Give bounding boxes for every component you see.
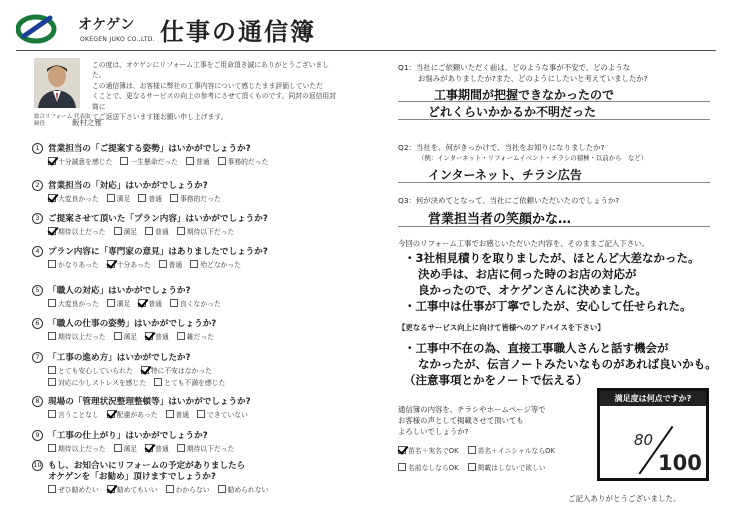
answer-option[interactable] bbox=[218, 156, 269, 166]
answer-option[interactable] bbox=[190, 259, 241, 269]
advice-answer-line: （注意事項とかをノートで伝える） bbox=[404, 373, 588, 387]
option-label: 満足 bbox=[116, 300, 131, 308]
option-label: かなりあった bbox=[58, 261, 99, 269]
question-text: もし、お知合いにリフォームの予定がありましたら bbox=[48, 461, 246, 471]
page-title: 仕事の通信簿 bbox=[160, 18, 316, 46]
checkbox[interactable] bbox=[114, 332, 122, 340]
option-label: 普通 bbox=[155, 228, 169, 236]
publish-option[interactable] bbox=[468, 445, 555, 455]
answer-option[interactable] bbox=[154, 377, 225, 387]
answer-option[interactable] bbox=[141, 365, 212, 375]
answer-option[interactable] bbox=[120, 156, 178, 166]
advice-answer-line: なかったが、伝言ノートみたいなものがあれば良いかも。 bbox=[418, 357, 717, 371]
checkbox[interactable] bbox=[170, 299, 178, 307]
answer-line bbox=[398, 182, 710, 183]
feedback-label: 今回のリフォーム工事でお感じいただいた内容を、そのままご記入下さい。 bbox=[398, 239, 649, 248]
option-label: 配慮があった bbox=[116, 411, 158, 419]
checkbox[interactable] bbox=[190, 260, 198, 268]
option-label: 事務的だった bbox=[227, 158, 269, 166]
publish-question: 通信簿の内容を、チラシやホームページ等で bbox=[398, 405, 546, 414]
publish-option[interactable] bbox=[398, 462, 459, 472]
answer-option[interactable] bbox=[114, 331, 138, 341]
answer-option[interactable] bbox=[177, 226, 235, 236]
checkbox[interactable] bbox=[48, 378, 56, 386]
answer-option[interactable] bbox=[114, 443, 138, 453]
checkbox[interactable] bbox=[145, 227, 153, 235]
checkbox[interactable] bbox=[170, 194, 178, 202]
intro-line: くことで、更なるサービスの向上の参考にさせて頂くものです。同封の返信用封筒に bbox=[92, 92, 337, 111]
answer-option[interactable] bbox=[159, 259, 183, 269]
checkbox[interactable] bbox=[48, 410, 56, 418]
options-row bbox=[48, 259, 246, 269]
answer-line bbox=[398, 226, 710, 227]
checkbox[interactable] bbox=[398, 463, 406, 471]
checkbox[interactable] bbox=[186, 157, 194, 165]
publish-option[interactable] bbox=[468, 462, 546, 472]
question-number: 5 bbox=[32, 285, 43, 296]
options-row bbox=[48, 443, 239, 453]
options-row bbox=[48, 331, 219, 341]
question-number: 2 bbox=[32, 180, 43, 191]
checkbox[interactable] bbox=[145, 444, 153, 452]
checkbox[interactable] bbox=[107, 260, 115, 268]
q1-answer-line: どれくらいかかるか不明だった bbox=[428, 105, 597, 119]
options-row bbox=[48, 298, 226, 308]
answer-option[interactable] bbox=[170, 298, 221, 308]
question-text: オケゲンを「お勧め」頂けますでしょうか? bbox=[48, 472, 216, 482]
answer-option[interactable] bbox=[48, 365, 133, 375]
feedback-answer-line: 良かったので、オケゲンさんに決めました。 bbox=[418, 283, 647, 297]
publish-options bbox=[398, 462, 551, 472]
advice-label: 【更なるサービス向上に向けて皆様へのアドバイスを下さい】 bbox=[398, 323, 605, 332]
question-text: プラン内容に「専門家の意見」はありましたでしょうか? bbox=[48, 247, 268, 257]
checkbox[interactable] bbox=[48, 332, 56, 340]
option-label: 期待以上だった bbox=[58, 445, 106, 453]
advice-answer-line: ・工事中不在の為、直接工事職人さんと話す機会が bbox=[404, 341, 669, 355]
publish-option[interactable] bbox=[398, 445, 459, 455]
checkbox[interactable] bbox=[48, 227, 56, 235]
answer-option[interactable] bbox=[145, 226, 169, 236]
option-label: 対応に少しストレスを感じた bbox=[58, 379, 147, 387]
answer-option[interactable] bbox=[107, 484, 158, 494]
signature-name: 飯村之雅 bbox=[72, 118, 102, 127]
answer-option[interactable] bbox=[48, 377, 146, 387]
answer-option[interactable] bbox=[48, 259, 99, 269]
answer-option[interactable] bbox=[186, 156, 210, 166]
answer-option[interactable] bbox=[48, 193, 99, 203]
option-label: 事務的だった bbox=[179, 195, 221, 203]
answer-option[interactable] bbox=[48, 298, 99, 308]
option-label: 期待以下だった bbox=[186, 228, 235, 236]
checkbox[interactable] bbox=[197, 410, 205, 418]
option-label: 普通 bbox=[148, 195, 162, 203]
question-text: ご提案させて頂いた「プラン内容」はいかがでしょうか? bbox=[48, 214, 268, 224]
checkbox[interactable] bbox=[48, 444, 56, 452]
answer-option[interactable] bbox=[177, 443, 235, 453]
question-number: 10 bbox=[33, 461, 42, 469]
checkbox[interactable] bbox=[398, 446, 406, 454]
question-number: 3 bbox=[32, 213, 43, 224]
checkbox[interactable] bbox=[114, 444, 122, 452]
question-number: 6 bbox=[32, 318, 43, 329]
intro-line: この通信簿は、お客様に弊社の工事内容について感じたまま評価していただ bbox=[92, 81, 323, 90]
checkbox[interactable] bbox=[218, 485, 226, 493]
option-label: 普通 bbox=[175, 411, 190, 419]
checkbox[interactable] bbox=[141, 366, 149, 374]
option-label: 満足 bbox=[123, 228, 138, 236]
intro-line: てご返送下さいます様お願い申し上げます。 bbox=[92, 113, 228, 122]
q2-example: （例：インターネット・リフォームイベント・チラシの積極・以前から など） bbox=[418, 154, 648, 162]
publish-question: よろしいでしょうか? bbox=[398, 427, 469, 436]
answer-option[interactable] bbox=[166, 409, 190, 419]
checkbox[interactable] bbox=[48, 260, 56, 268]
checkbox[interactable] bbox=[48, 157, 56, 165]
option-label: 勧められない bbox=[227, 486, 269, 494]
feedback-answer-line: ・3社相見積りを取りましたが、ほとんど大差なかった。 bbox=[404, 251, 700, 265]
question-text: 「工事の進め方」はいかがでしたか? bbox=[48, 353, 191, 363]
answer-option[interactable] bbox=[166, 484, 210, 494]
feedback-answer-line: ・工事中は仕事が丁寧でしたが、安心して任せられた。 bbox=[404, 299, 692, 313]
checkbox[interactable] bbox=[154, 378, 162, 386]
header-divider bbox=[16, 50, 716, 51]
question-text: 「職人の対応」はいかがでしょうか? bbox=[48, 286, 191, 296]
checkbox[interactable] bbox=[120, 157, 128, 165]
option-label: 掲載はしないで欲しい bbox=[477, 464, 546, 472]
q3-label: Q3：何が決めてとなって、当社にご依頼いただいたのでしょうか? bbox=[398, 196, 620, 205]
question-text: 「職人の仕事の姿勢」はいかがでしょうか? bbox=[48, 319, 217, 329]
footer-thanks: ご記入ありがとうございました。 bbox=[568, 494, 681, 503]
q2-answer: インターネット、チラシ広告 bbox=[428, 168, 582, 182]
q1-label-2: お悩みがありましたか?また、どのようにしたいと考えていましたか? bbox=[418, 74, 648, 83]
option-label: 普通 bbox=[155, 445, 169, 453]
logo-subtitle: OKEGEN JUKO CO.,LTD. bbox=[80, 36, 155, 43]
feedback-answer-line: 決め手は、お店に伺った時のお店の対応が bbox=[418, 267, 637, 281]
checkbox[interactable] bbox=[166, 410, 174, 418]
score-max: 100 bbox=[658, 451, 702, 475]
option-label: できていない bbox=[207, 411, 248, 419]
option-label: 大変良かった bbox=[58, 300, 99, 308]
question-number: 7 bbox=[32, 352, 43, 363]
score-value: 80 bbox=[634, 431, 654, 449]
answer-option[interactable] bbox=[218, 484, 269, 494]
checkbox[interactable] bbox=[166, 485, 174, 493]
answer-option[interactable] bbox=[177, 331, 214, 341]
okegen-logo-icon bbox=[16, 12, 76, 46]
answer-option[interactable] bbox=[48, 156, 112, 166]
option-label: 十分あった bbox=[116, 261, 151, 269]
answer-option[interactable] bbox=[48, 331, 106, 341]
answer-option[interactable] bbox=[48, 226, 106, 236]
question-number: 1 bbox=[32, 143, 43, 154]
q3-answer: 営業担当者の笑顔かな… bbox=[428, 212, 572, 227]
option-label: 大変良かった bbox=[58, 195, 99, 203]
answer-option[interactable] bbox=[197, 409, 248, 419]
checkbox[interactable] bbox=[107, 299, 115, 307]
checkbox[interactable] bbox=[107, 485, 115, 493]
option-label: 期待以上だった bbox=[58, 228, 106, 236]
checkbox[interactable] bbox=[107, 194, 115, 202]
answer-option[interactable] bbox=[138, 298, 162, 308]
q1-label: Q1：当社にご依頼いただく前は、どのような事が不安で、どのような bbox=[398, 63, 631, 72]
checkbox[interactable] bbox=[138, 194, 146, 202]
answer-option[interactable] bbox=[107, 409, 158, 419]
intro-line: この度は、オケゲンにリフォーム工事をご用命頂き誠にありがとうございました。 bbox=[92, 61, 330, 80]
answer-option[interactable] bbox=[138, 193, 162, 203]
logo-text: オケゲン bbox=[78, 17, 135, 33]
option-label: ぜひ勧めたい bbox=[58, 486, 99, 494]
options-row bbox=[48, 377, 230, 387]
checkbox[interactable] bbox=[468, 446, 476, 454]
option-label: 普通 bbox=[148, 300, 162, 308]
publish-question: お客様の声として掲載させて頂いても bbox=[398, 416, 524, 425]
checkbox[interactable] bbox=[159, 260, 167, 268]
checkbox[interactable] bbox=[114, 227, 122, 235]
score-header: 満足度は何点ですか? bbox=[600, 391, 706, 406]
option-label: 期待以下だった bbox=[186, 445, 235, 453]
options-row bbox=[48, 226, 239, 236]
signature-role: 総合リフォーム 代表取締役 bbox=[34, 114, 91, 127]
answer-option[interactable] bbox=[48, 443, 106, 453]
option-label: 普通 bbox=[155, 333, 169, 341]
question-text: 営業担当の「ご提案する姿勢」はいかがでしょうか? bbox=[48, 144, 251, 154]
answer-option[interactable] bbox=[145, 443, 169, 453]
intro-text bbox=[92, 60, 342, 122]
option-label: 良くなかった bbox=[179, 300, 221, 308]
checkbox[interactable] bbox=[48, 299, 56, 307]
question-number: 4 bbox=[32, 246, 43, 257]
q1-answer-line: 工事期間が把握できなかったので bbox=[434, 88, 615, 102]
checkbox[interactable] bbox=[177, 227, 185, 235]
options-row bbox=[48, 365, 217, 375]
q2-label: Q2：当社を、何がきっかけで、当社をお知りになりましたか? bbox=[398, 143, 605, 152]
checkbox[interactable] bbox=[145, 332, 153, 340]
checkbox[interactable] bbox=[468, 463, 476, 471]
answer-option[interactable] bbox=[107, 193, 131, 203]
checkbox[interactable] bbox=[177, 332, 185, 340]
option-label: 満足 bbox=[123, 445, 138, 453]
answer-option[interactable] bbox=[48, 484, 99, 494]
options-row bbox=[48, 193, 226, 203]
option-label: 名前なしならOK bbox=[408, 464, 459, 472]
checkbox[interactable] bbox=[218, 157, 226, 165]
publish-options bbox=[398, 445, 560, 455]
answer-option[interactable] bbox=[107, 259, 151, 269]
question-text: 現場の「管理状況整理整頓等」はいかがでしょうか? bbox=[48, 397, 251, 407]
option-label: とても不満を感じた bbox=[164, 379, 226, 387]
checkbox[interactable] bbox=[138, 299, 146, 307]
checkbox[interactable] bbox=[48, 366, 56, 374]
option-label: 十分誠意を感じた bbox=[58, 158, 113, 166]
answer-line bbox=[398, 119, 710, 120]
option-label: 期待以上だった bbox=[58, 333, 106, 341]
answer-option[interactable] bbox=[107, 298, 131, 308]
answer-option[interactable] bbox=[114, 226, 138, 236]
checkbox[interactable] bbox=[177, 444, 185, 452]
checkbox[interactable] bbox=[107, 410, 115, 418]
option-label: 普通 bbox=[168, 261, 183, 269]
option-label: とても安心していられた bbox=[58, 367, 133, 375]
options-row bbox=[48, 484, 273, 494]
answer-line bbox=[398, 101, 710, 102]
question-text: 「工事の仕上がり」はいかがでしょうか? bbox=[48, 431, 208, 441]
answer-option[interactable] bbox=[170, 193, 221, 203]
option-label: 殆どなかった bbox=[200, 261, 242, 269]
option-label: 苗名＋実名でOK bbox=[408, 447, 459, 455]
answer-option[interactable] bbox=[48, 409, 99, 419]
options-row bbox=[48, 156, 273, 166]
question-number: 8 bbox=[32, 396, 43, 407]
option-label: 一生懸命だった bbox=[130, 158, 178, 166]
option-label: 満足 bbox=[116, 195, 131, 203]
option-label: 雑だった bbox=[186, 333, 214, 341]
question-number: 9 bbox=[32, 430, 43, 441]
option-label: 普通 bbox=[195, 158, 210, 166]
option-label: わからない bbox=[175, 486, 210, 494]
option-label: 苗名＋イニシャルならOK bbox=[477, 447, 555, 455]
option-label: 特に不安はなかった bbox=[150, 367, 212, 375]
satisfaction-score-box bbox=[597, 388, 709, 481]
president-photo bbox=[34, 58, 80, 108]
option-label: 勧めてもいい bbox=[116, 486, 158, 494]
answer-option[interactable] bbox=[145, 331, 169, 341]
question-text: 営業担当の「対応」はいかがでしょうか? bbox=[48, 181, 208, 191]
checkbox[interactable] bbox=[48, 485, 56, 493]
checkbox[interactable] bbox=[48, 194, 56, 202]
options-row bbox=[48, 409, 253, 419]
option-label: 満足 bbox=[123, 333, 138, 341]
option-label: 言うことなし bbox=[58, 411, 99, 419]
